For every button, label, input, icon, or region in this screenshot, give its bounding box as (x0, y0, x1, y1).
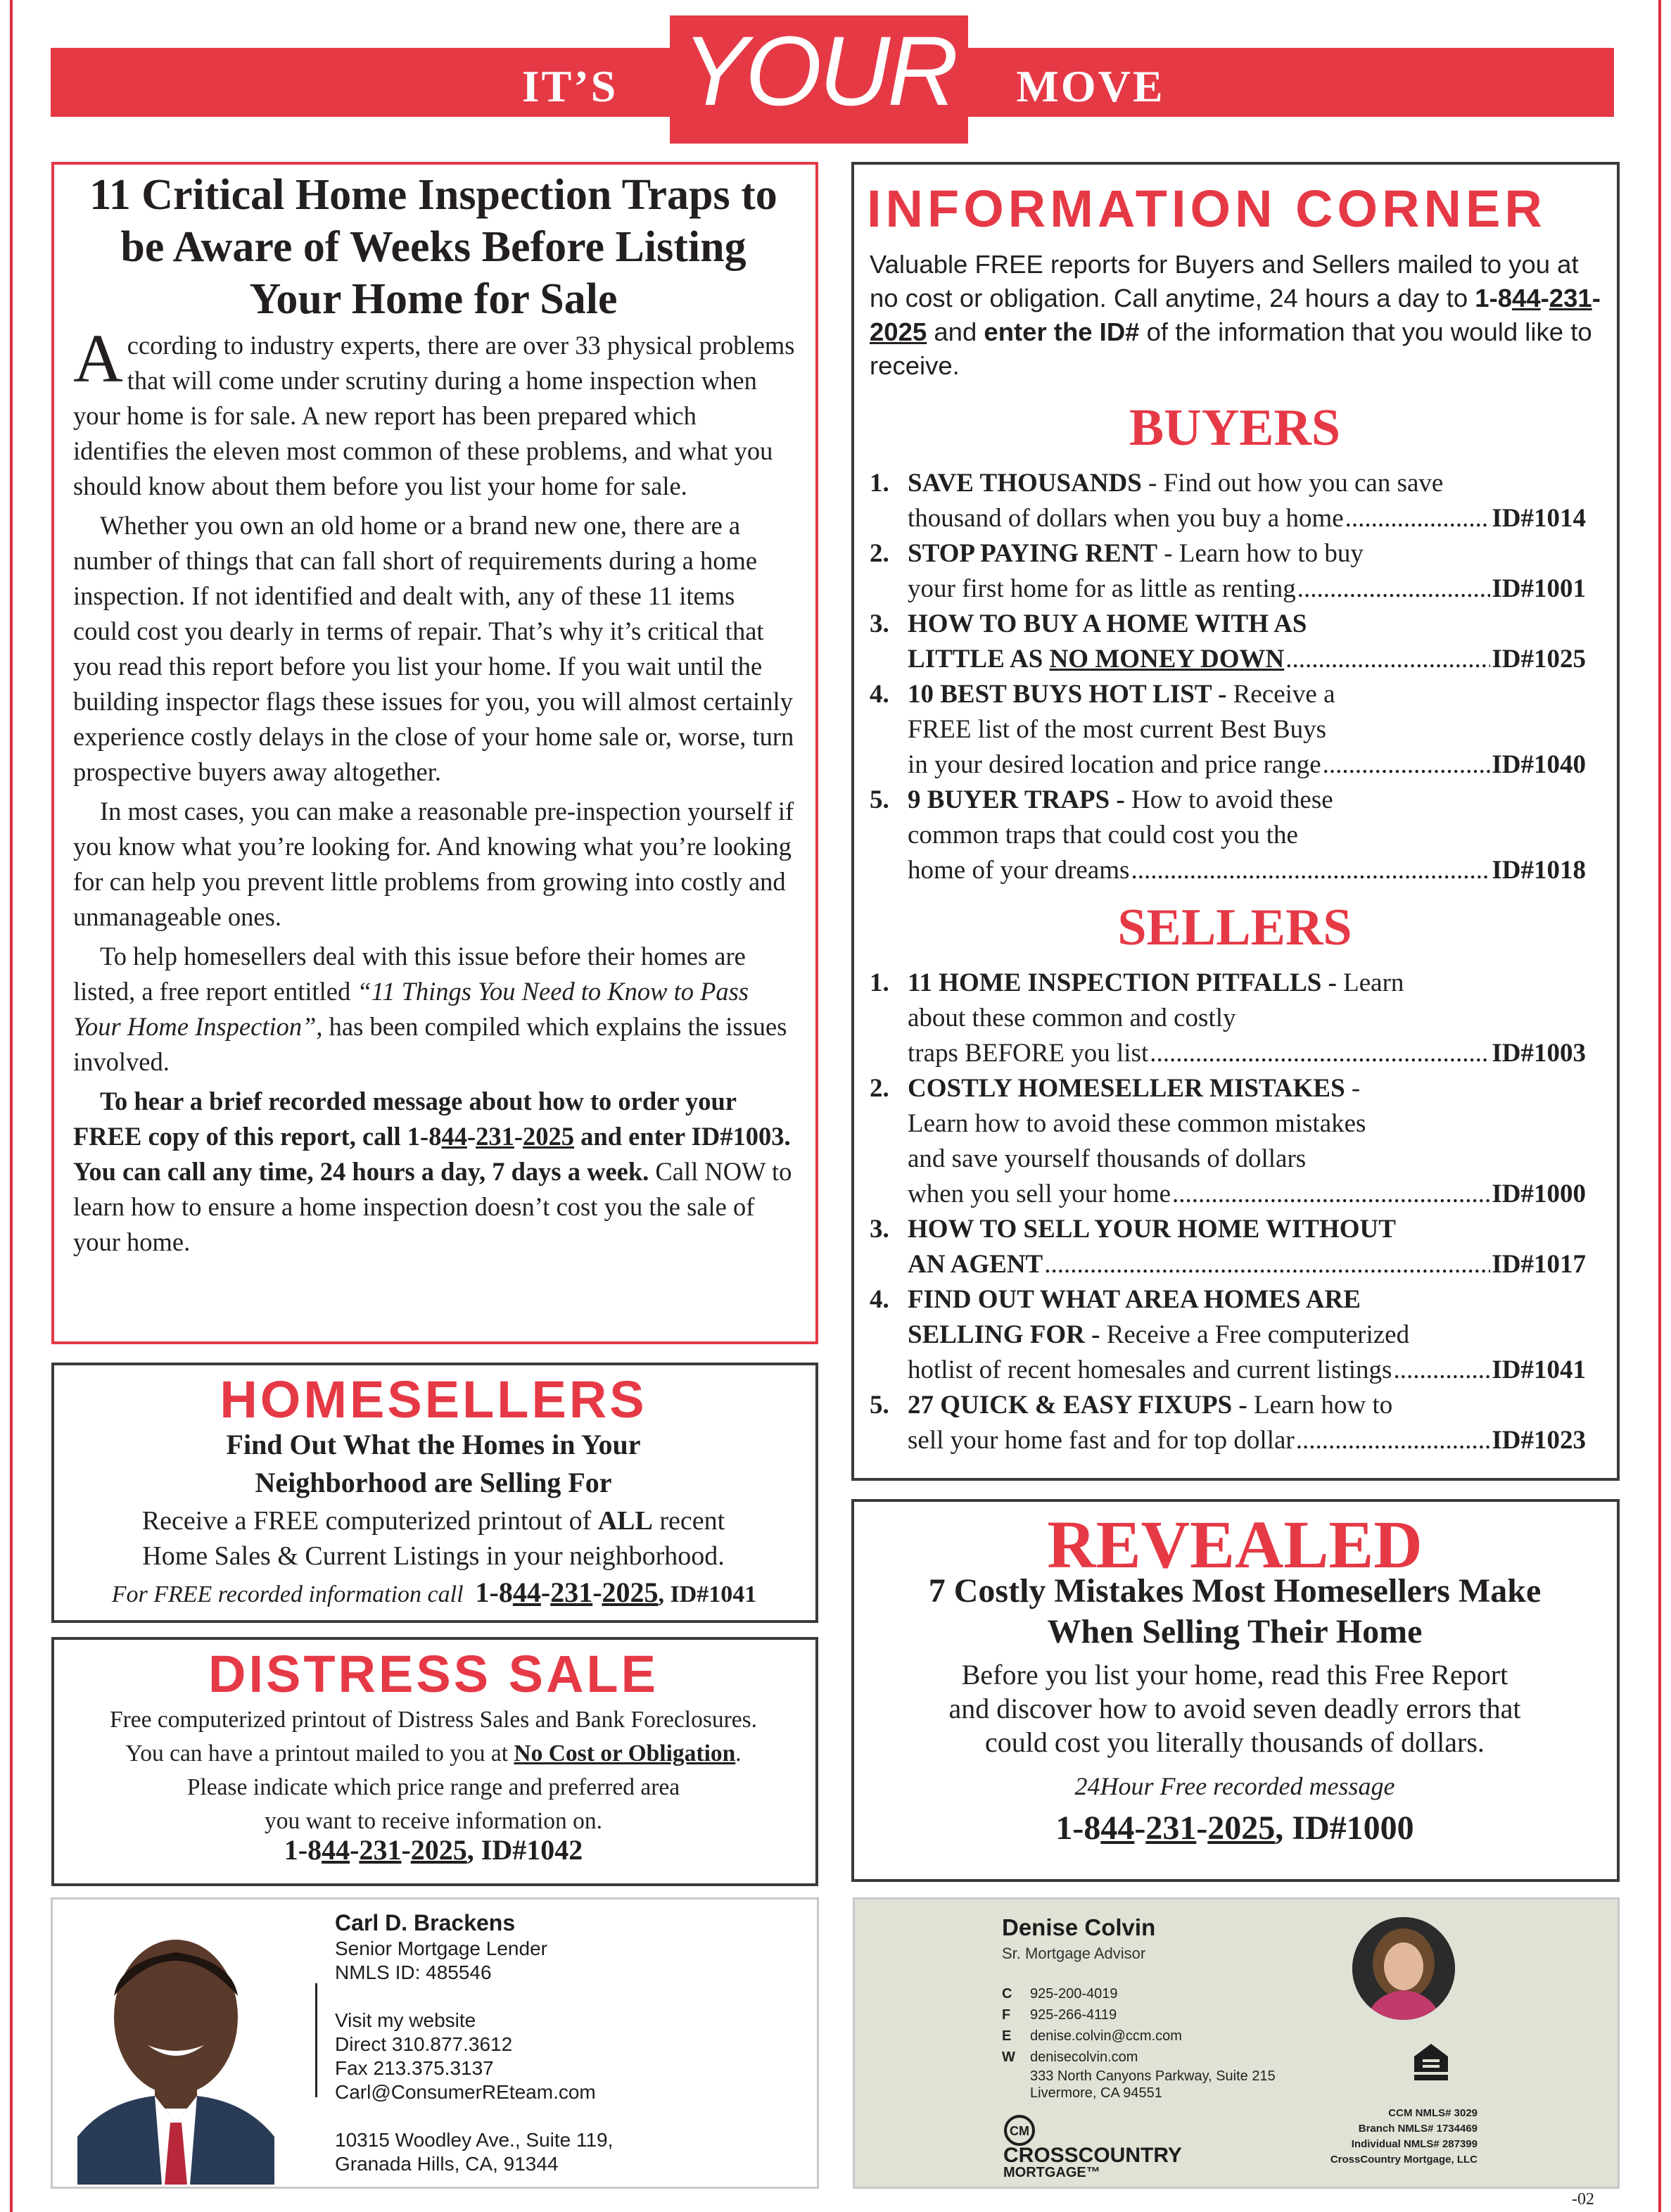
advisor-address: 333 North Canyons Parkway, Suite 215 Livermore, CA 94551 (1030, 2068, 1276, 2101)
revealed-message-label: 24Hour Free recorded message (1074, 1772, 1395, 1800)
revealed-subtitle: 7 Costly Mistakes Most Homesellers Make When Selling Their Home (928, 1572, 1542, 1650)
drop-cap: A (73, 321, 123, 397)
revealed-phone[interactable]: 1-844-231-2025, ID#1000 (1055, 1809, 1414, 1847)
contact-row: W denisecolvin.com (1002, 2049, 1138, 2065)
list-item: 2. STOP PAYING RENT - Learn how to buy your first home for as little as renting ..... ID#1001 (870, 536, 1586, 607)
homesellers-subtitle: Find Out What the Homes in Your Neighborhood are Selling For (226, 1429, 641, 1498)
advisor-name: Denise Colvin (1002, 1914, 1156, 1940)
phone-number[interactable]: 1-844-231-2025 (870, 284, 1601, 346)
report-id: ID#1041 (1492, 1355, 1586, 1384)
report-id: ID#1017 (1492, 1250, 1586, 1279)
distress-sale-phone[interactable]: 1-844-231-2025, ID#1042 (284, 1834, 583, 1866)
report-id: ID#1023 (1492, 1426, 1586, 1455)
buyers-list (870, 466, 1586, 888)
article-paragraph: To help homesellers deal with this issue before their homes are listed, a free report entitled “11 Things You Need to Know to Pass Your Home Inspection”, has been compiled which explains the issues involved. (73, 942, 787, 1076)
list-item: 1. 11 HOME INSPECTION PITFALLS - Learn about these common and costly traps BEFORE you list ..... ID#1003 (870, 966, 1586, 1071)
revealed-text: Before you list your home, read this Free Report and discover how to avoid seven deadly errors that could cost you literally thousands of dollars. (948, 1659, 1521, 1758)
phone-number[interactable]: 1-844-231-2025 (475, 1576, 659, 1608)
list-item: 4. 10 BEST BUYS HOT LIST - Receive a FREE list of the most current Best Buys in your desired location and price range ..... ID#1040 (870, 677, 1586, 783)
right-margin-rule (1658, 0, 1661, 2212)
svg-text:CM: CM (1010, 2124, 1029, 2138)
advisor-nmls: CCM NMLS# 3029 Branch NMLS# 1734469 Individual NMLS# 287399 CrossCountry Mortgage, LLC (1330, 2107, 1478, 2166)
list-item: 5. 27 QUICK & EASY FIXUPS - Learn how to sell your home fast and for top dollar ..... ID#1023 (870, 1388, 1586, 1458)
page-id: -02 (1572, 2190, 1594, 2208)
homesellers-text: Receive a FREE computerized printout of ALL recent Home Sales & Current Listings in your neighborhood. (141, 1506, 725, 1571)
list-item: 3. HOW TO BUY A HOME WITH AS LITTLE AS NO MONEY DOWN ..... ID#1025 (870, 607, 1586, 677)
article-paragraph: According to industry experts, there are over 33 physical problems that will come under scrutiny during a home inspection when your home is for sale. A new report has been prepared which identifies the eleven most common of these problems, and what you should know about them before you list your home for sale. (73, 321, 795, 500)
list-item: 4. FIND OUT WHAT AREA HOMES ARE SELLING FOR - Receive a Free computerized hotlist of recent homesales and current listings ..... ID#1041 (870, 1282, 1586, 1388)
report-id: ID#1040 (1492, 750, 1586, 779)
banner-your-script: YOUR (682, 15, 956, 126)
homesellers-title: HOMESELLERS (220, 1370, 647, 1429)
banner-left-text: IT’S (521, 61, 618, 111)
left-margin-rule (10, 0, 13, 2212)
list-item: 5. 9 BUYER TRAPS - How to avoid these common traps that could cost you the home of your dreams ..... ID#1018 (870, 783, 1586, 888)
lender-photo (77, 1911, 373, 2185)
list-item: 1. SAVE THOUSANDS - Find out how you can save thousand of dollars when you buy a home ..... ID#1014 (870, 466, 1586, 536)
sellers-heading: SELLERS (1117, 899, 1352, 956)
advisor-photo (1352, 1917, 1455, 2020)
article-call-to-action: To hear a brief recorded message about how to order your FREE copy of this report, call 1-844-231-2025 and enter ID#1003. You can call any time, 24 hours a day, 7 days a week. Call NOW to learn how to ensure a home inspection doesn’t cost you the sale of your home. (73, 1087, 792, 1256)
report-id: ID#1000 (1492, 1180, 1586, 1208)
banner-right-text: MOVE (1016, 61, 1165, 111)
lender-name: Carl D. Brackens (335, 1910, 516, 1935)
distress-sale-text: Free computerized printout of Distress Sales and Bank Foreclosures. You can have a printout mailed to you at No Cost or Obligation. Please indicate which price range and preferred area you want to receive information on. (109, 1707, 758, 1834)
article-body (73, 321, 798, 1264)
article-title: 11 Critical Home Inspection Traps to be Aware of Weeks Before Listing Your Home for Sale (89, 171, 777, 323)
lender-website-link[interactable]: Visit my website (335, 2009, 476, 2031)
distress-sale-title: DISTRESS SALE (208, 1645, 659, 1703)
crosscountry-logo: CM CROSSCOUNTRY MORTGAGE™ (1003, 2114, 1182, 2180)
report-id: ID#1001 (1492, 574, 1586, 603)
list-item: 3. HOW TO SELL YOUR HOME WITHOUT AN AGENT ..... ID#1017 (870, 1212, 1586, 1282)
contact-row: C 925-200-4019 (1002, 1986, 1118, 2002)
equal-housing-icon (1411, 2041, 1451, 2083)
advisor-contacts (1002, 1983, 1182, 2068)
report-title: “11 Things You Need to Know to Pass Your Home Inspection”, (73, 977, 749, 1041)
homesellers-phone-line: For FREE recorded information call 1-844-231-2025, ID#1041 (111, 1576, 757, 1608)
lender-email[interactable]: Carl@ConsumerREteam.com (335, 2081, 596, 2103)
report-id: ID#1003 (1492, 1039, 1586, 1068)
lender-details: Senior Mortgage Lender NMLS ID: 485546 Visit my website Direct 310.877.3612 Fax 213.375.3137 Carl@ConsumerREteam.com 10315 Woodley Ave., Suite 119, Granada Hills, CA, 91344 (335, 1938, 614, 2175)
information-corner-title: INFORMATION CORNER (867, 179, 1546, 238)
contact-row: E denise.colvin@ccm.com (1002, 2028, 1182, 2044)
advisor-ad-card (853, 1897, 1620, 2189)
sellers-list (870, 966, 1586, 1458)
article-paragraph: Whether you own an old home or a brand new one, there are a number of things that can fall short of requirements during a home inspection. If not identified and dealt with, any of these 11 items could cost you dearly in terms of repair. That’s why it’s critical that you read this report before you list your home. If you wait until the building inspector flags these issues for you, you will almost certainly experience costly delays in the close of your home sale or, worse, turn prospective buyers away altogether. (73, 511, 794, 786)
list-item: 2. COSTLY HOMESELLER MISTAKES - Learn how to avoid these common mistakes and save yourself thousands of dollars when you sell your home ..... ID#1000 (870, 1071, 1586, 1212)
revealed-title: REVEALED (1047, 1507, 1423, 1582)
report-id: ID#1014 (1492, 504, 1586, 533)
report-id: ID#1018 (1492, 856, 1586, 885)
buyers-heading: BUYERS (1129, 399, 1341, 457)
contact-row: F 925-266-4119 (1002, 2007, 1117, 2023)
advisor-title: Sr. Mortgage Advisor (1002, 1945, 1146, 1962)
information-corner-intro: Valuable FREE reports for Buyers and Sellers mailed to you at no cost or obligation. Call anytime, 24 hours a day to 1-844-231-2025 and enter the ID# of the information that you would like to receive. (870, 250, 1601, 380)
article-paragraph: In most cases, you can make a reasonable pre-inspection yourself if you know what you’re looking for. And knowing what you’re looking for can help you prevent little problems from growing into costly and unmanageable ones. (73, 797, 794, 931)
report-id: ID#1025 (1492, 645, 1586, 674)
vertical-divider (315, 1983, 317, 2097)
